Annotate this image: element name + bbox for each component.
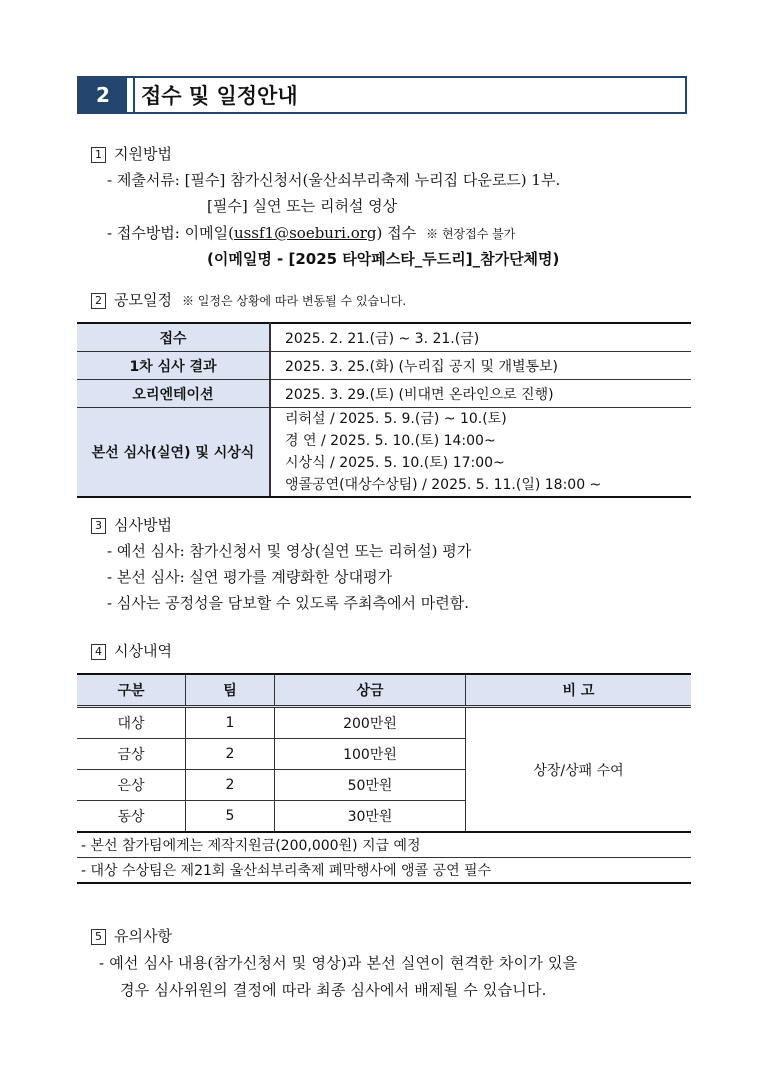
s4-heading <box>91 641 172 661</box>
award-name: 금상 <box>77 739 186 770</box>
s1-docs-line1 <box>107 170 560 190</box>
s5-line1: - 예선 심사 내용(참가신청서 및 영상)과 본선 실연이 현격한 차이가 있을 <box>99 954 578 972</box>
s1-method-line <box>107 223 515 244</box>
s5-title: 유의사항 <box>114 927 172 945</box>
award-name: 동상 <box>77 801 186 833</box>
award-prize: 200만원 <box>275 707 466 739</box>
col-header: 비 고 <box>466 674 692 707</box>
award-prize: 30만원 <box>275 801 466 833</box>
docs-item-1: [필수] 참가신청서(울산쇠부리축제 누리집 다운로드) 1부. <box>184 171 561 189</box>
table-row <box>77 380 691 408</box>
method-label: - 접수방법: 이메일( <box>107 224 234 242</box>
email-link[interactable]: ussf1@soeburi.org <box>233 224 377 242</box>
footnote: - 대상 수상팀은 제21회 울산쇠부리축제 폐막행사에 앵콜 공연 필수 <box>77 858 691 884</box>
docs-item-2: [필수] 실연 또는 리허설 영상 <box>207 197 398 215</box>
s2-heading <box>91 290 406 311</box>
s3-item: - 본선 심사: 실연 평가를 계량화한 상대평가 <box>107 568 393 586</box>
table-footnote-row <box>77 832 691 858</box>
col-header: 구분 <box>77 674 186 707</box>
s2-number: 2 <box>91 293 106 309</box>
award-remark: 상장/상패 수여 <box>466 707 692 833</box>
s3-item: - 예선 심사: 참가신청서 및 영상(실연 또는 리허설) 평가 <box>107 542 472 560</box>
s2-note: ※ 일정은 상황에 따라 변동될 수 있습니다. <box>181 294 407 308</box>
schedule-label: 오리엔테이션 <box>77 380 270 408</box>
award-prize: 50만원 <box>275 770 466 801</box>
section-header <box>77 76 687 114</box>
s3-heading <box>91 515 172 535</box>
schedule-value: 시상식 / 2025. 5. 10.(토) 17:00~ <box>285 455 505 471</box>
table-row <box>77 707 691 739</box>
schedule-label: 본선 심사(실연) 및 시상식 <box>77 408 270 498</box>
award-prize: 100만원 <box>275 739 466 770</box>
col-header: 상금 <box>275 674 466 707</box>
schedule-value: 2025. 2. 21.(금) ~ 3. 21.(금) <box>270 323 691 352</box>
award-teams: 2 <box>186 770 275 801</box>
schedule-value: 경 연 / 2025. 5. 10.(토) 14:00~ <box>285 433 496 449</box>
section-number: 2 <box>79 78 127 112</box>
s1-heading <box>91 144 172 164</box>
award-teams: 2 <box>186 739 275 770</box>
s4-number: 4 <box>91 644 106 660</box>
schedule-value: 리허설 / 2025. 5. 9.(금) ~ 10.(토) <box>285 411 507 427</box>
method-suffix: ) 접수 <box>376 224 417 242</box>
s5-number: 5 <box>91 929 106 945</box>
s1-title: 지원방법 <box>114 145 172 163</box>
docs-label: - 제출서류: <box>107 171 180 189</box>
section-title: 접수 및 일정안내 <box>133 78 685 112</box>
schedule-value: 2025. 3. 25.(화) (누리집 공지 및 개별통보) <box>270 352 691 380</box>
s3-number: 3 <box>91 518 106 534</box>
s5-line2: 경우 심사위원의 결정에 따라 최종 심사에서 배제될 수 있습니다. <box>120 981 547 999</box>
table-header-row <box>77 674 691 707</box>
table-footnote-row <box>77 858 691 884</box>
s5-heading <box>91 926 172 946</box>
table-row <box>77 352 691 380</box>
s3-title: 심사방법 <box>114 516 172 534</box>
award-teams: 5 <box>186 801 275 833</box>
schedule-values <box>270 408 691 498</box>
schedule-label: 접수 <box>77 323 270 352</box>
award-name: 은상 <box>77 770 186 801</box>
award-table <box>77 673 691 884</box>
table-row <box>77 408 691 498</box>
award-teams: 1 <box>186 707 275 739</box>
schedule-value: 앵콜공연(대상수상팀) / 2025. 5. 11.(일) 18:00 ~ <box>285 477 602 493</box>
col-header: 팀 <box>186 674 275 707</box>
schedule-table <box>77 322 691 498</box>
s4-title: 시상내역 <box>114 642 172 660</box>
table-row <box>77 323 691 352</box>
email-subject: (이메일명 - [2025 타악페스타_두드리]_참가단체명) <box>207 250 560 268</box>
s1-number: 1 <box>91 147 106 163</box>
method-note: ※ 현장접수 불가 <box>426 227 516 241</box>
schedule-value: 2025. 3. 29.(토) (비대면 온라인으로 진행) <box>270 380 691 408</box>
s2-title: 공모일정 <box>114 291 172 309</box>
s3-item: - 심사는 공정성을 담보할 수 있도록 주최측에서 마련함. <box>107 594 469 612</box>
award-name: 대상 <box>77 707 186 739</box>
schedule-label: 1차 심사 결과 <box>77 352 270 380</box>
footnote: - 본선 참가팀에게는 제작지원금(200,000원) 지급 예정 <box>77 832 691 858</box>
